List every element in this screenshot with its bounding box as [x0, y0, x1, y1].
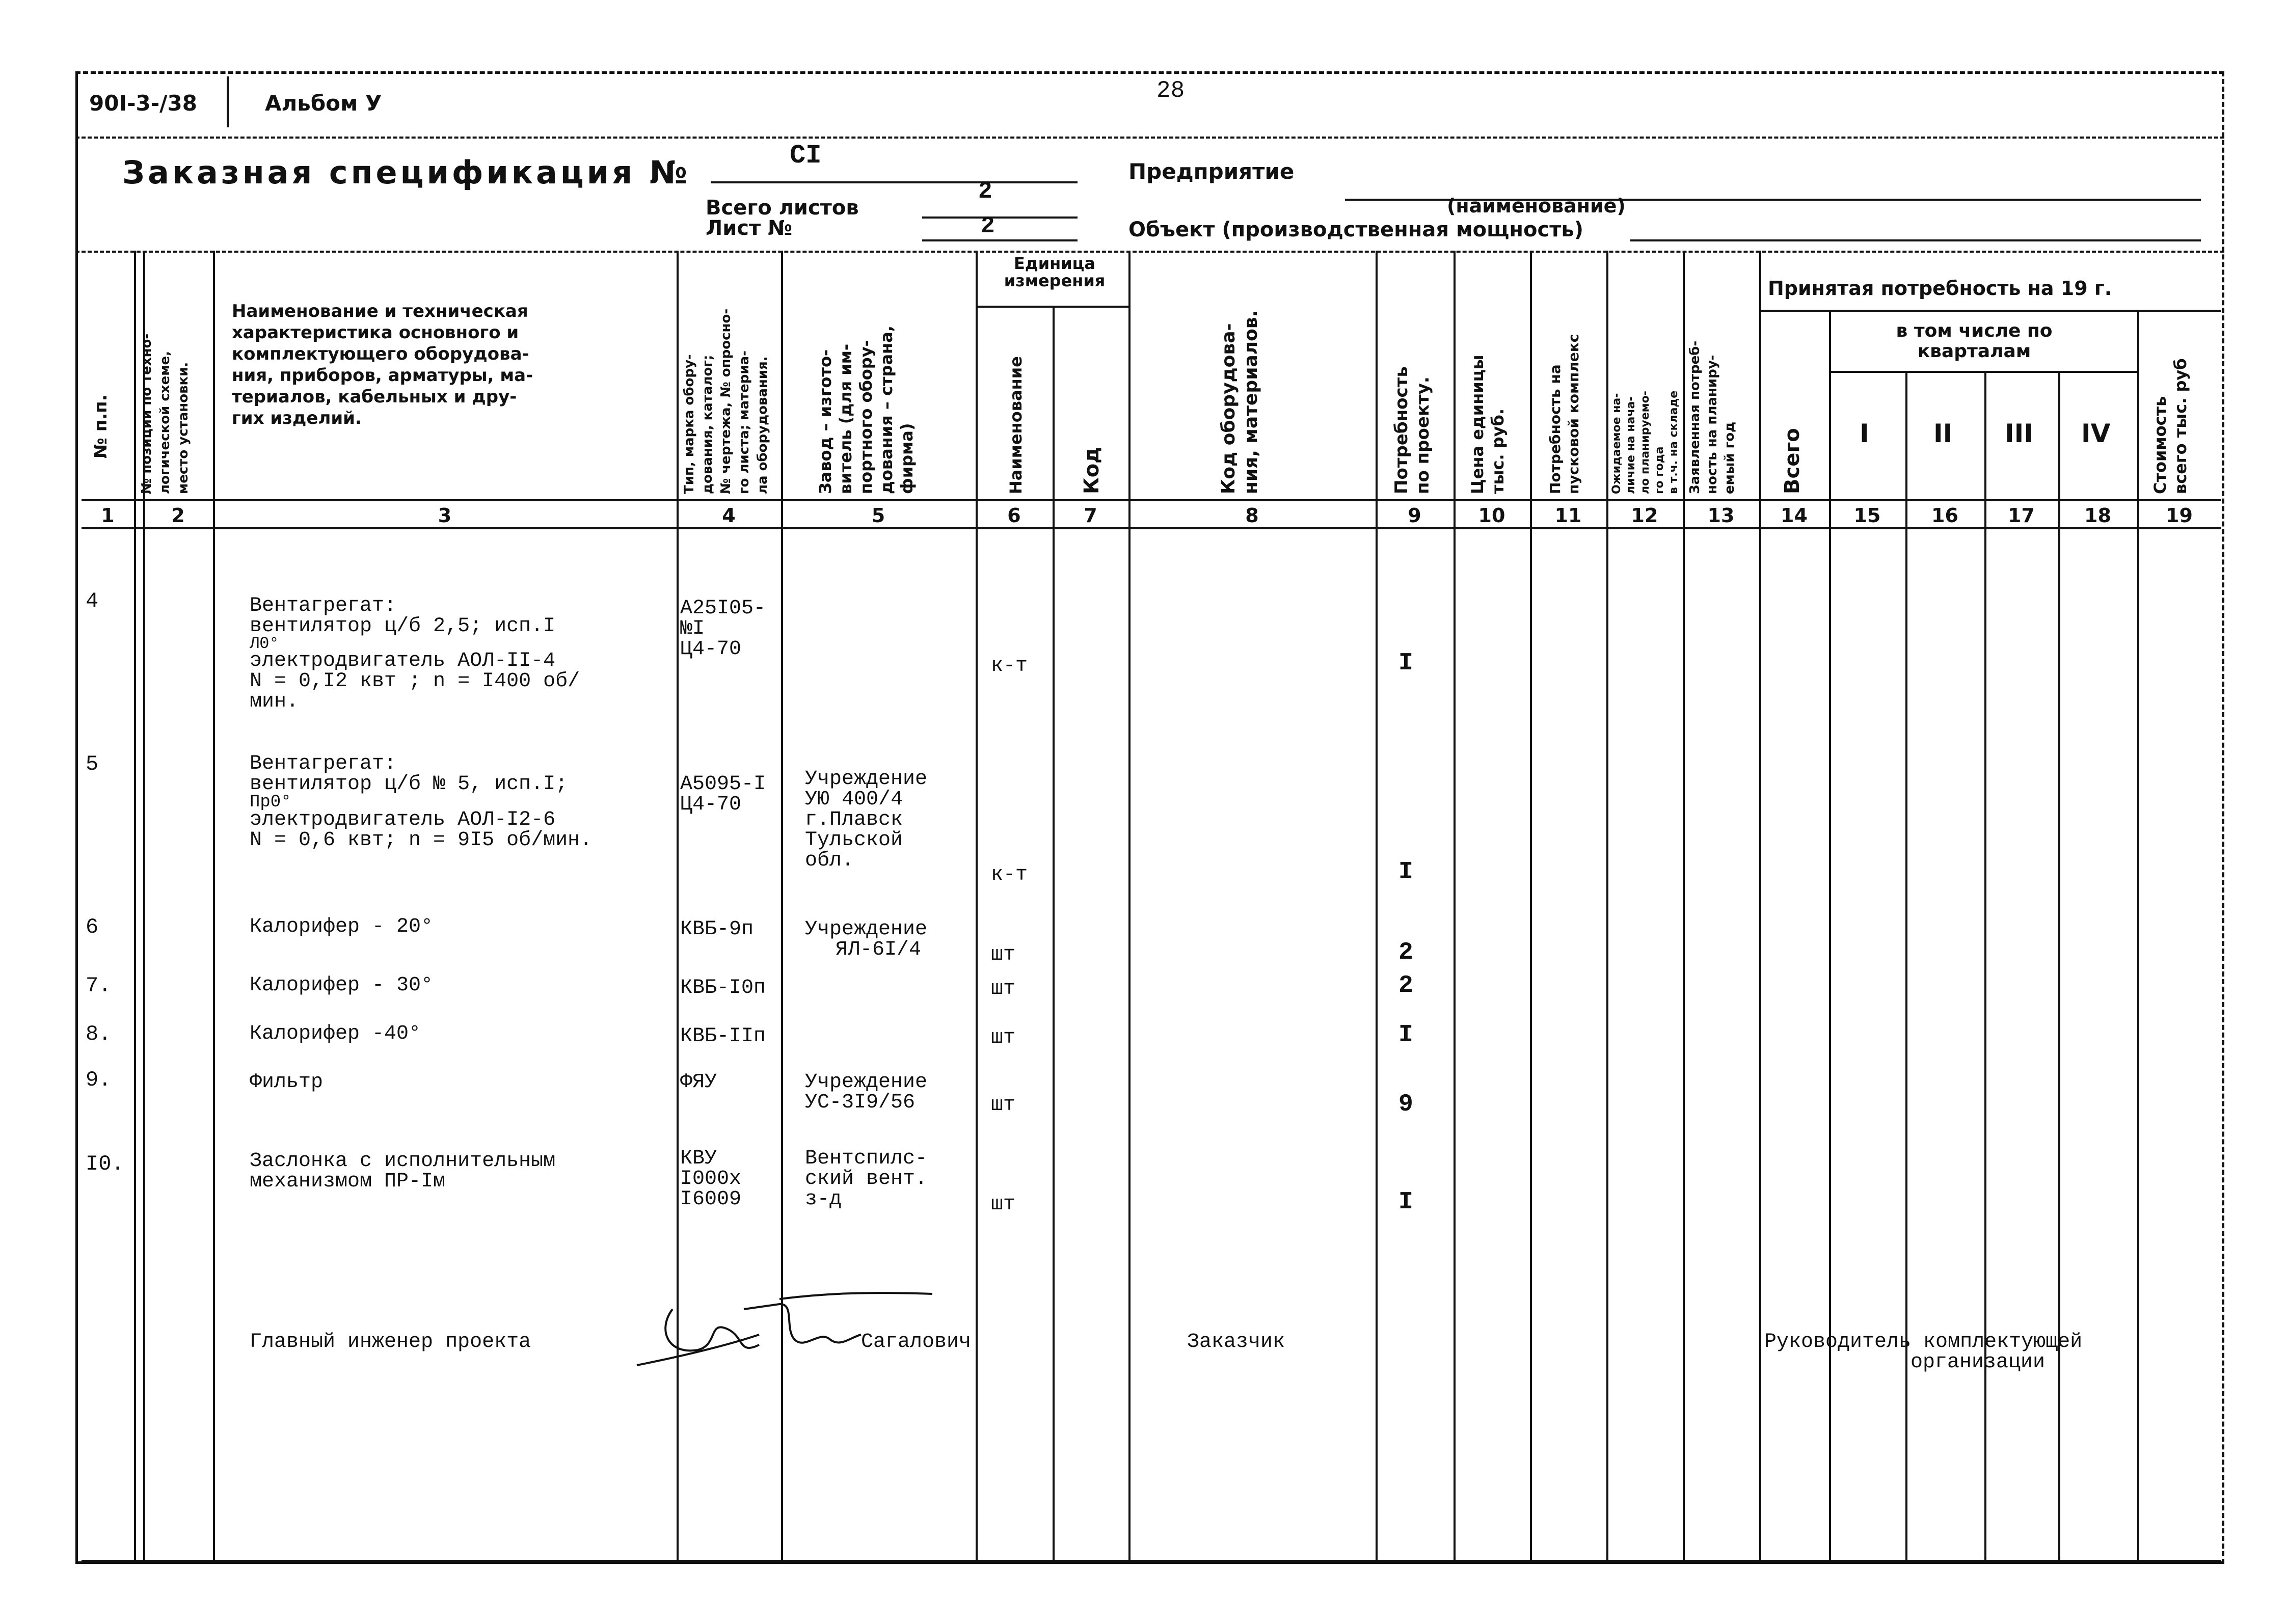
col3-header: Наименование и техническая характеристика основного и комплектующего оборудова- ния, приборов, арматуры, ма- териалов, кабельных и дру- гих изделий. [232, 301, 533, 428]
col-line-2 [213, 251, 215, 1560]
colnum-14: 14 [1781, 504, 1808, 527]
row10-unit: шт [991, 1193, 1016, 1216]
row8-qty: I [1398, 1021, 1413, 1049]
album-divider [227, 76, 229, 127]
row8-unit: шт [991, 1026, 1016, 1049]
col13-header: Заявленная потреб- ность на планиру- емый год [1687, 340, 1737, 494]
colnum-4: 4 [722, 504, 736, 527]
col7-header: Код [1080, 447, 1104, 494]
row5-maker: Учреждение УЮ 400/4 г.Плавск Тульской обл. [805, 768, 928, 872]
col1-header: № п.п. [91, 394, 111, 458]
supplier-label-2: организации [1911, 1351, 2046, 1374]
customer-label: Заказчик [1187, 1331, 1285, 1354]
row9-maker: Учреждение УС-3I9/56 [805, 1071, 928, 1114]
spec-number-underline [711, 181, 1078, 183]
sheet-underline [922, 239, 1078, 241]
supplier-label-1: Руководитель комплектующей [1764, 1331, 2083, 1354]
sheet-label: Лист № [706, 216, 793, 240]
col-line-8 [1376, 251, 1378, 1560]
row4-desc: Вентагрегат: вентилятор ц/б 2,5; исп.I Л0° электродвигатель АОЛ-II-4 N = 0,I2 квт ; n = I400 об/ мин. [250, 594, 580, 713]
row7-type: КВБ-I0п [680, 977, 766, 999]
col-line-17 [2058, 371, 2060, 1560]
table-top-line [75, 251, 2224, 253]
colnum-bottom-line [82, 527, 2221, 529]
row9-type: ФЯУ [680, 1071, 717, 1094]
col8-header: Код оборудова- ния, материалов. [1218, 310, 1261, 494]
col6-header: Наименование [1006, 356, 1026, 494]
q1-header: I [1860, 419, 1869, 448]
row9-desc: Фильтр [250, 1071, 324, 1094]
col19-header: Стоимость всего тыс. руб [2150, 358, 2190, 494]
col-line-13 [1759, 251, 1761, 1560]
row6-num: 6 [86, 915, 99, 939]
row10-maker: Вентспилс- ский вент. з-д [805, 1147, 928, 1211]
col-line-16 [1984, 371, 1986, 1560]
row5-type: А5095-I Ц4-70 [680, 773, 766, 816]
accepted-line [1759, 310, 2221, 312]
colnum-16: 16 [1931, 504, 1958, 527]
row4-unit: к-т [991, 655, 1028, 678]
col4-header: Тип, марка обору- дования, каталог; № чертежа, № опросно- го листа; материа- ла оборудования. [682, 308, 770, 494]
colnum-19: 19 [2166, 504, 2193, 527]
colnum-15: 15 [1853, 504, 1881, 527]
row4-type: А25I05- №I Ц4-70 [680, 597, 766, 661]
row4-qty: I [1398, 649, 1413, 677]
col-line-15 [1905, 371, 1907, 1560]
row10-num: I0. [86, 1152, 124, 1176]
page-number: 28 [1156, 77, 1185, 104]
row5-num: 5 [86, 752, 99, 776]
sheets-total-label: Всего листов [706, 196, 859, 220]
album-label: Альбом У [265, 91, 382, 116]
col-line-1 [134, 251, 136, 1560]
row10-qty: I [1398, 1188, 1413, 1216]
colnum-5: 5 [871, 504, 885, 527]
sheets-total: 2 [978, 178, 992, 205]
unit-header: Единица измерения [1004, 254, 1106, 290]
col5-header: Завод – изгото- витель (для им- портного обору- дования – страна, фирма) [816, 326, 917, 494]
accepted-header: Принятая потребность на 19 г. [1768, 277, 2112, 300]
unit-group-line [976, 306, 1128, 308]
colnum-9: 9 [1408, 504, 1421, 527]
row7-qty: 2 [1398, 972, 1413, 999]
colnum-13: 13 [1707, 504, 1735, 527]
q2-header: II [1933, 419, 1953, 448]
q3-header: III [2005, 419, 2033, 448]
col12-header: Ожидаемое на- личие на нача- ло планируемо- го года в т.ч. на складе [1610, 390, 1680, 494]
album-code: 90I-3-/38 [89, 91, 197, 116]
col10-header: Цена единицы тыс. руб. [1468, 355, 1508, 494]
col11-header: Потребность на пусковой комплекс [1547, 334, 1582, 494]
col-line-10 [1530, 251, 1532, 1560]
colnum-6: 6 [1007, 504, 1021, 527]
row9-num: 9. [86, 1068, 112, 1092]
col-line-5 [976, 251, 978, 1560]
quarters-header: в том числе по кварталам [1896, 320, 2053, 362]
colnum-18: 18 [2084, 504, 2111, 527]
row7-num: 7. [86, 973, 112, 998]
quarters-line [1829, 371, 2137, 373]
name-label: (наименование) [1447, 195, 1626, 217]
row6-maker: Учреждение ЯЛ-6I/4 [805, 918, 928, 961]
col-line-6 [1053, 306, 1055, 1560]
row4-num: 4 [86, 589, 99, 613]
col9-header: Потребность по проекту. [1391, 366, 1433, 494]
col-line-9 [1454, 251, 1456, 1560]
col2-header: № позиции по техно- логической схеме, место установки. [139, 333, 191, 494]
col-line-18 [2137, 310, 2139, 1560]
row8-num: 8. [86, 1022, 112, 1046]
colnum-12: 12 [1631, 504, 1658, 527]
row6-qty: 2 [1398, 939, 1413, 966]
col-line-12 [1683, 251, 1685, 1560]
col14-header: Всего [1781, 428, 1804, 494]
row8-desc: Калорифер -40° [250, 1022, 421, 1045]
sheet-number: 2 [981, 213, 995, 239]
row9-qty: 9 [1398, 1091, 1413, 1118]
colnum-1: 1 [101, 504, 115, 527]
row5-unit: к-т [991, 863, 1028, 886]
row9-unit: шт [991, 1094, 1016, 1117]
q4-header: IV [2081, 419, 2111, 448]
colnum-3: 3 [438, 504, 452, 527]
row7-unit: шт [991, 978, 1016, 1000]
row6-type: КВБ-9п [680, 918, 754, 941]
sheets-total-underline [922, 216, 1078, 219]
row10-desc: Заслонка с исполнительным механизмом ПР-Iм [250, 1150, 556, 1193]
chief-engineer-name: Сагалович [861, 1331, 972, 1354]
col-line-7 [1128, 251, 1131, 1560]
object-label: Объект (производственная мощность) [1128, 218, 1583, 241]
row10-type: КВУ I000х I6009 [680, 1147, 742, 1211]
colnum-17: 17 [2008, 504, 2035, 527]
colnum-8: 8 [1245, 504, 1259, 527]
object-underline [1630, 239, 2201, 241]
row5-qty: I [1398, 858, 1413, 886]
table-bottom-line [82, 1560, 2221, 1562]
spec-title: Заказная спецификация № [122, 154, 691, 191]
colnum-7: 7 [1084, 504, 1097, 527]
row6-desc: Калорифер - 20° [250, 915, 434, 938]
colnum-11: 11 [1554, 504, 1582, 527]
enterprise-label: Предприятие [1128, 159, 1295, 184]
row5-desc: Вентагрегат: вентилятор ц/б № 5, исп.I; Пр0° электродвигатель АОЛ-I2-6 N = 0,6 квт; n = 9I5 об/мин. [250, 752, 593, 852]
header-bottom-line [82, 499, 2221, 501]
header-dash-line [75, 137, 2224, 139]
colnum-10: 10 [1478, 504, 1505, 527]
col-line-11 [1606, 251, 1608, 1560]
colnum-2: 2 [171, 504, 185, 527]
spec-number: CI [790, 141, 822, 171]
chief-engineer-label: Главный инженер проекта [250, 1331, 531, 1354]
row7-desc: Калорифер - 30° [250, 974, 434, 997]
col-line-14 [1829, 310, 1831, 1560]
row6-unit: шт [991, 943, 1016, 966]
row8-type: КВБ-IIп [680, 1025, 766, 1048]
